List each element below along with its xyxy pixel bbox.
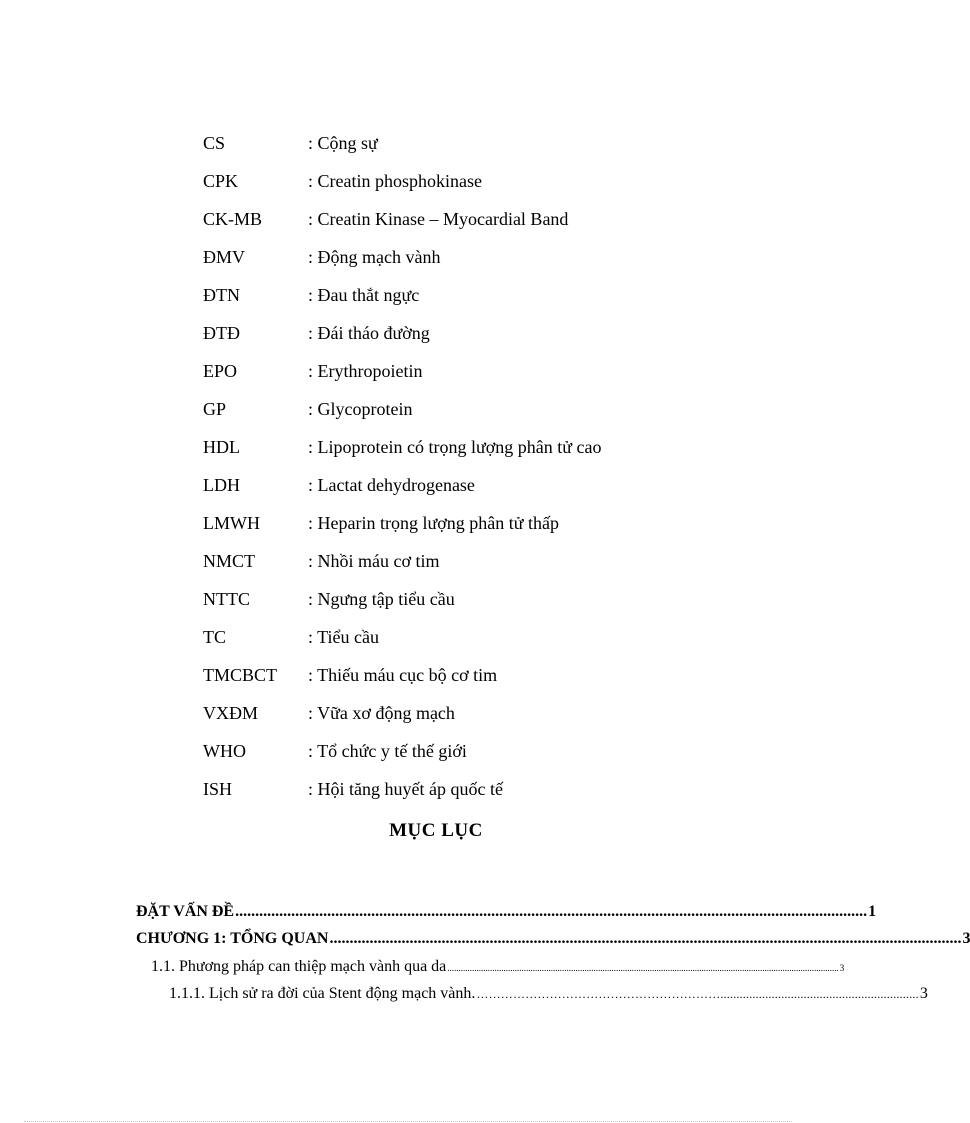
abbreviation-definition: : Creatin Kinase – Myocardial Band [308,209,569,229]
abbreviation-code: VXĐM [203,703,259,723]
abbreviation-definition: : Ngưng tập tiểu cầu [308,589,455,609]
abbreviation-row [0,625,816,663]
abbreviation-definition: : Cộng sự [308,133,378,153]
toc-title: MỤC LỤC [389,820,483,841]
abbreviation-row [0,587,816,625]
abbreviation-code: ĐTN [203,285,240,305]
toc-entry-1-1[interactable] [151,956,845,979]
abbreviation-row [0,473,816,511]
abbreviation-code: ĐTĐ [203,323,240,343]
abbreviation-row [0,131,816,169]
abbreviation-row [0,321,816,359]
abbreviation-row [0,549,816,587]
abbreviation-definition: : Lactat dehydrogenase [308,475,475,495]
toc-entry-label: CHƯƠNG 1: TỔNG QUAN [136,930,329,947]
toc-entry-1-1-1[interactable] [169,983,928,1005]
abbreviation-row [0,435,816,473]
toc-entry-chuong-1[interactable] [136,928,970,950]
abbreviation-definition: : Lipoprotein có trọng lượng phân tử cao [308,437,602,457]
toc-entry-label: ĐẶT VẤN ĐỀ [136,903,235,920]
abbreviation-definition: : Nhồi máu cơ tim [308,551,440,571]
abbreviation-code: TMCBCT [203,665,278,685]
toc-leader-dots: .............................................................................................................................................................. [329,930,962,947]
toc-leader-dots: …………………………………………………….............................................................. [476,987,919,1001]
abbreviation-code: CS [203,133,226,153]
abbreviation-row [0,777,816,815]
abbreviation-definition: : Tiểu cầu [308,627,380,647]
page-bottom-border [24,1121,792,1122]
abbreviation-row [0,663,816,701]
abbreviation-definition: : Tổ chức y tế thế giới [308,741,467,761]
abbreviation-row [0,359,816,397]
toc-entry-page: 3 [839,963,845,973]
toc-leader-dots: .............................................................................................................................................................. [235,903,868,920]
abbreviation-code: CK-MB [203,209,263,229]
abbreviation-definition: : Creatin phosphokinase [308,171,482,191]
abbreviation-code: TC [203,627,227,647]
toc-entry-label: 1.1. Phương pháp can thiệp mạch vành qua da [151,958,447,975]
abbreviation-definition: : Heparin trọng lượng phân tử thấp [308,513,559,533]
toc-leader-dots: .............................................................................................................................................................................. [447,963,839,973]
abbreviation-code: LDH [203,475,240,495]
abbreviation-code: LMWH [203,513,260,533]
toc-entry-page: 3 [962,930,970,947]
abbreviation-definition: : Glycoprotein [308,399,413,419]
abbreviation-row [0,169,816,207]
abbreviation-row [0,511,816,549]
abbreviation-code: NMCT [203,551,256,571]
toc-entry-page: 3 [919,985,928,1002]
abbreviation-code: CPK [203,171,239,191]
abbreviation-row [0,397,816,435]
toc-entry-dat-van-de[interactable] [136,901,877,923]
abbreviation-row [0,283,816,321]
abbreviation-definition: : Thiếu máu cục bộ cơ tim [308,665,498,685]
abbreviation-definition: : Đau thắt ngực [308,285,420,305]
abbreviation-definition: : Động mạch vành [308,247,441,267]
toc-entry-page: 1 [868,903,877,920]
abbreviation-code: EPO [203,361,238,381]
abbreviation-definition: : Hội tăng huyết áp quốc tế [308,779,503,799]
toc-entry-label: 1.1.1. Lịch sử ra đời của Stent động mạch vành. [169,985,476,1002]
abbreviation-code: GP [203,399,227,419]
abbreviation-definition: : Đái tháo đường [308,323,430,343]
abbreviation-code: HDL [203,437,240,457]
abbreviation-code: NTTC [203,589,250,609]
abbreviation-list [0,131,816,815]
abbreviation-row [0,207,816,245]
abbreviation-code: WHO [203,741,246,761]
abbreviation-definition: : Vữa xơ động mạch [308,703,455,723]
abbreviation-code: ISH [203,779,233,799]
abbreviation-definition: : Erythropoietin [308,361,423,381]
abbreviation-row [0,701,816,739]
abbreviation-row [0,739,816,777]
abbreviation-code: ĐMV [203,247,246,267]
abbreviation-row [0,245,816,283]
